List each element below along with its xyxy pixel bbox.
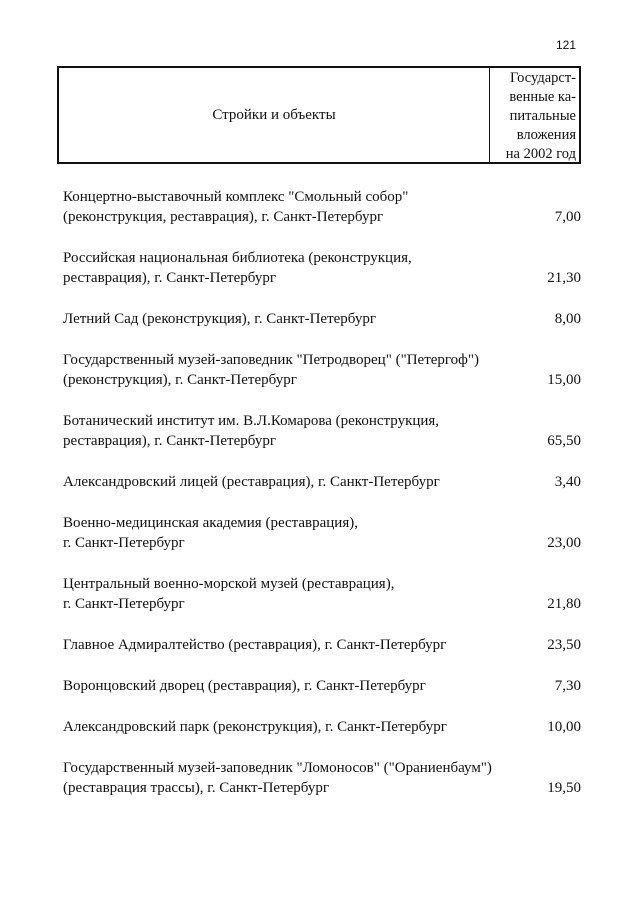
object-name: Концертно-выставочный комплекс "Смольный собор" (реконструкция, реставрация), г. Санкт-Петербург [63,189,409,225]
investment-value: 15,00 [547,372,581,388]
table-row [63,717,581,737]
investment-value: 21,80 [547,596,581,612]
investment-value: 10,00 [547,719,581,735]
object-name: Летний Сад (реконструкция), г. Санкт-Петербург [63,311,377,327]
table-row [63,350,581,390]
investment-value: 23,50 [547,637,581,653]
investment-value: 65,50 [547,433,581,449]
table-row [63,472,581,492]
object-name: Центральный военно-морской музей (реставрация), г. Санкт-Петербург [63,576,395,612]
table-row [63,513,581,553]
object-name: Александровский парк (реконструкция), г. Санкт-Петербург [63,719,447,735]
table-row [63,574,581,614]
object-name: Государственный музей-заповедник "Петродворец" ("Петергоф") (реконструкция), г. Санкт-Петербург [63,352,480,388]
investment-value: 7,30 [554,678,581,694]
table-row [63,248,581,288]
investment-value: 7,00 [554,209,581,225]
table-row [63,411,581,451]
header-objects: Стройки и объекты [59,68,490,162]
table-row [63,635,581,655]
page-number: 121 [556,38,577,52]
object-name: Российская национальная библиотека (реконструкция, реставрация), г. Санкт-Петербург [63,250,412,286]
investment-value: 23,00 [547,535,581,551]
object-name: Государственный музей-заповедник "Ломоносов" ("Ораниенбаум") (реставрация трассы), г. Санкт-Петербург [63,760,492,796]
investment-value: 3,40 [554,474,581,490]
investment-value: 8,00 [554,311,581,327]
table-row [63,758,581,798]
table-row [63,676,581,696]
investment-value: 19,50 [547,780,581,796]
table-row [63,309,581,329]
table-row [63,187,581,227]
object-name: Ботанический институт им. В.Л.Комарова (реконструкция, реставрация), г. Санкт-Петербург [63,413,440,449]
object-name: Александровский лицей (реставрация), г. Санкт-Петербург [63,474,440,490]
object-name: Главное Адмиралтейство (реставрация), г. Санкт-Петербург [63,637,447,653]
object-name: Военно-медицинская академия (реставрация), г. Санкт-Петербург [63,515,358,551]
table-header [57,66,581,164]
header-investments: Государст- венные ка- питальные вложения на 2002 год [505,70,576,162]
table-body [63,187,581,819]
investment-value: 21,30 [547,270,581,286]
object-name: Воронцовский дворец (реставрация), г. Санкт-Петербург [63,678,426,694]
